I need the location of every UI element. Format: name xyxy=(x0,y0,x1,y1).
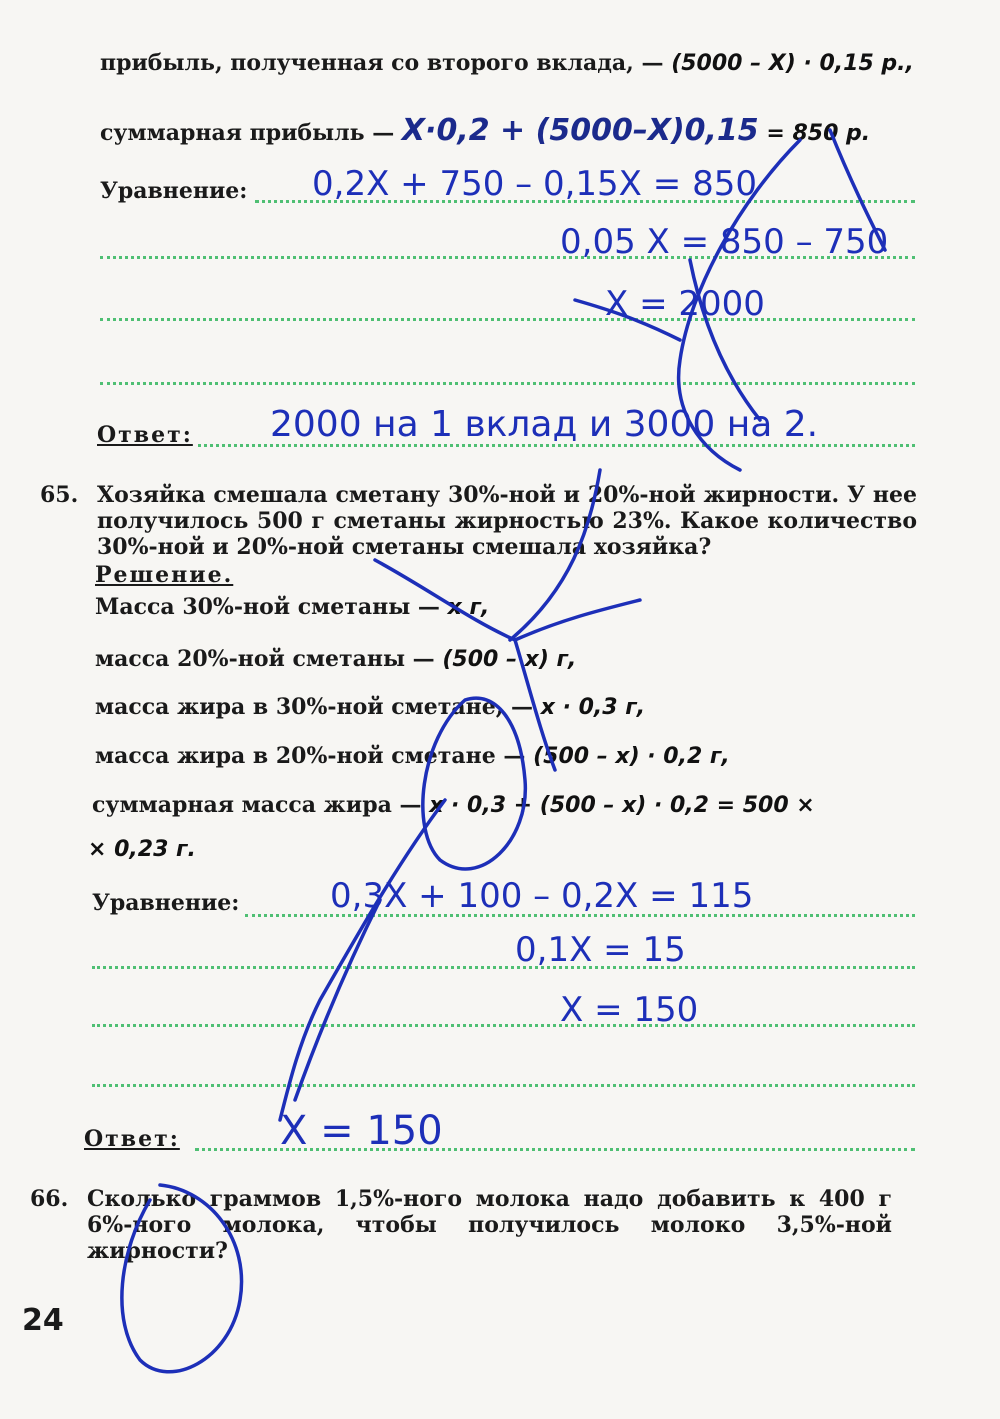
strike-loop xyxy=(679,140,800,470)
strike-stroke xyxy=(375,560,515,640)
handwritten-answer: 2000 на 1 вклад и 3000 на 2. xyxy=(270,404,819,445)
filled-value: (500 – x) г, xyxy=(442,647,577,672)
text: Масса 30%-ной сметаны — xyxy=(95,594,440,620)
equation-label: Уравнение: xyxy=(100,178,248,204)
strike-stroke xyxy=(690,260,760,420)
handwritten-eq-3: X = 2000 xyxy=(605,284,765,324)
solution-label: Решение. xyxy=(95,562,234,588)
text: суммарная масса жира — xyxy=(92,792,422,818)
text: прибыль, полученная со второго вклада, — xyxy=(100,50,664,76)
answer-label: Ответ: xyxy=(97,422,193,448)
filled-value: (5000 – X) · 0,15 р., xyxy=(671,51,914,76)
handwritten-eq-2: 0,1X = 15 xyxy=(515,930,686,970)
strike-stroke xyxy=(575,300,680,340)
handwritten-eq-1: 0,3X + 100 – 0,2X = 115 xyxy=(330,876,754,916)
circle-mark xyxy=(423,698,525,869)
handwritten-answer: X = 150 xyxy=(280,1108,443,1154)
filled-value: = 850 р. xyxy=(766,121,871,146)
page-number: 24 xyxy=(22,1303,64,1338)
text: масса 20%-ной сметаны — xyxy=(95,646,435,672)
text: масса жира в 30%-ной сметане, — xyxy=(95,694,534,720)
answer-label: Ответ: xyxy=(84,1126,180,1152)
handwritten-eq-3: X = 150 xyxy=(560,990,699,1030)
problem-number: 66. xyxy=(30,1186,69,1212)
filled-value: x · 0,3 + (500 – x) · 0,2 = 500 × xyxy=(429,793,815,818)
problem-text: Сколько граммов 1,5%-ного молока надо добавить к 400 г 6%-ного молока, чтобы получилось молоко 3,5%-ной жирности? xyxy=(87,1186,892,1264)
text: суммарная прибыль — xyxy=(100,120,395,146)
strike-stroke xyxy=(830,130,885,250)
filled-value: x г, xyxy=(447,595,490,620)
handwritten-eq-1: 0,2X + 750 – 0,15X = 850 xyxy=(312,164,757,204)
problem-text: Хозяйка смешала сметану 30%-ной и 20%-ной жирности. У нее получилось 500 г сметаны жирностью 23%. Какое количество 30%-ной и 20%-ной сметаны смешала хозяйка? xyxy=(97,482,917,560)
handwritten-eq-2: 0,05 X = 850 – 750 xyxy=(560,222,889,262)
filled-value: × 0,23 г. xyxy=(88,837,196,862)
handwritten-expression: X·0,2 + (5000–X)0,15 xyxy=(401,113,759,148)
problem-number: 65. xyxy=(40,482,79,508)
filled-value: x · 0,3 г, xyxy=(540,695,646,720)
text: масса жира в 20%-ной сметане — xyxy=(95,743,526,769)
equation-label: Уравнение: xyxy=(92,890,240,916)
strike-stroke xyxy=(295,900,380,1100)
circle-mark xyxy=(122,1185,242,1372)
filled-value: (500 – x) · 0,2 г, xyxy=(533,744,730,769)
